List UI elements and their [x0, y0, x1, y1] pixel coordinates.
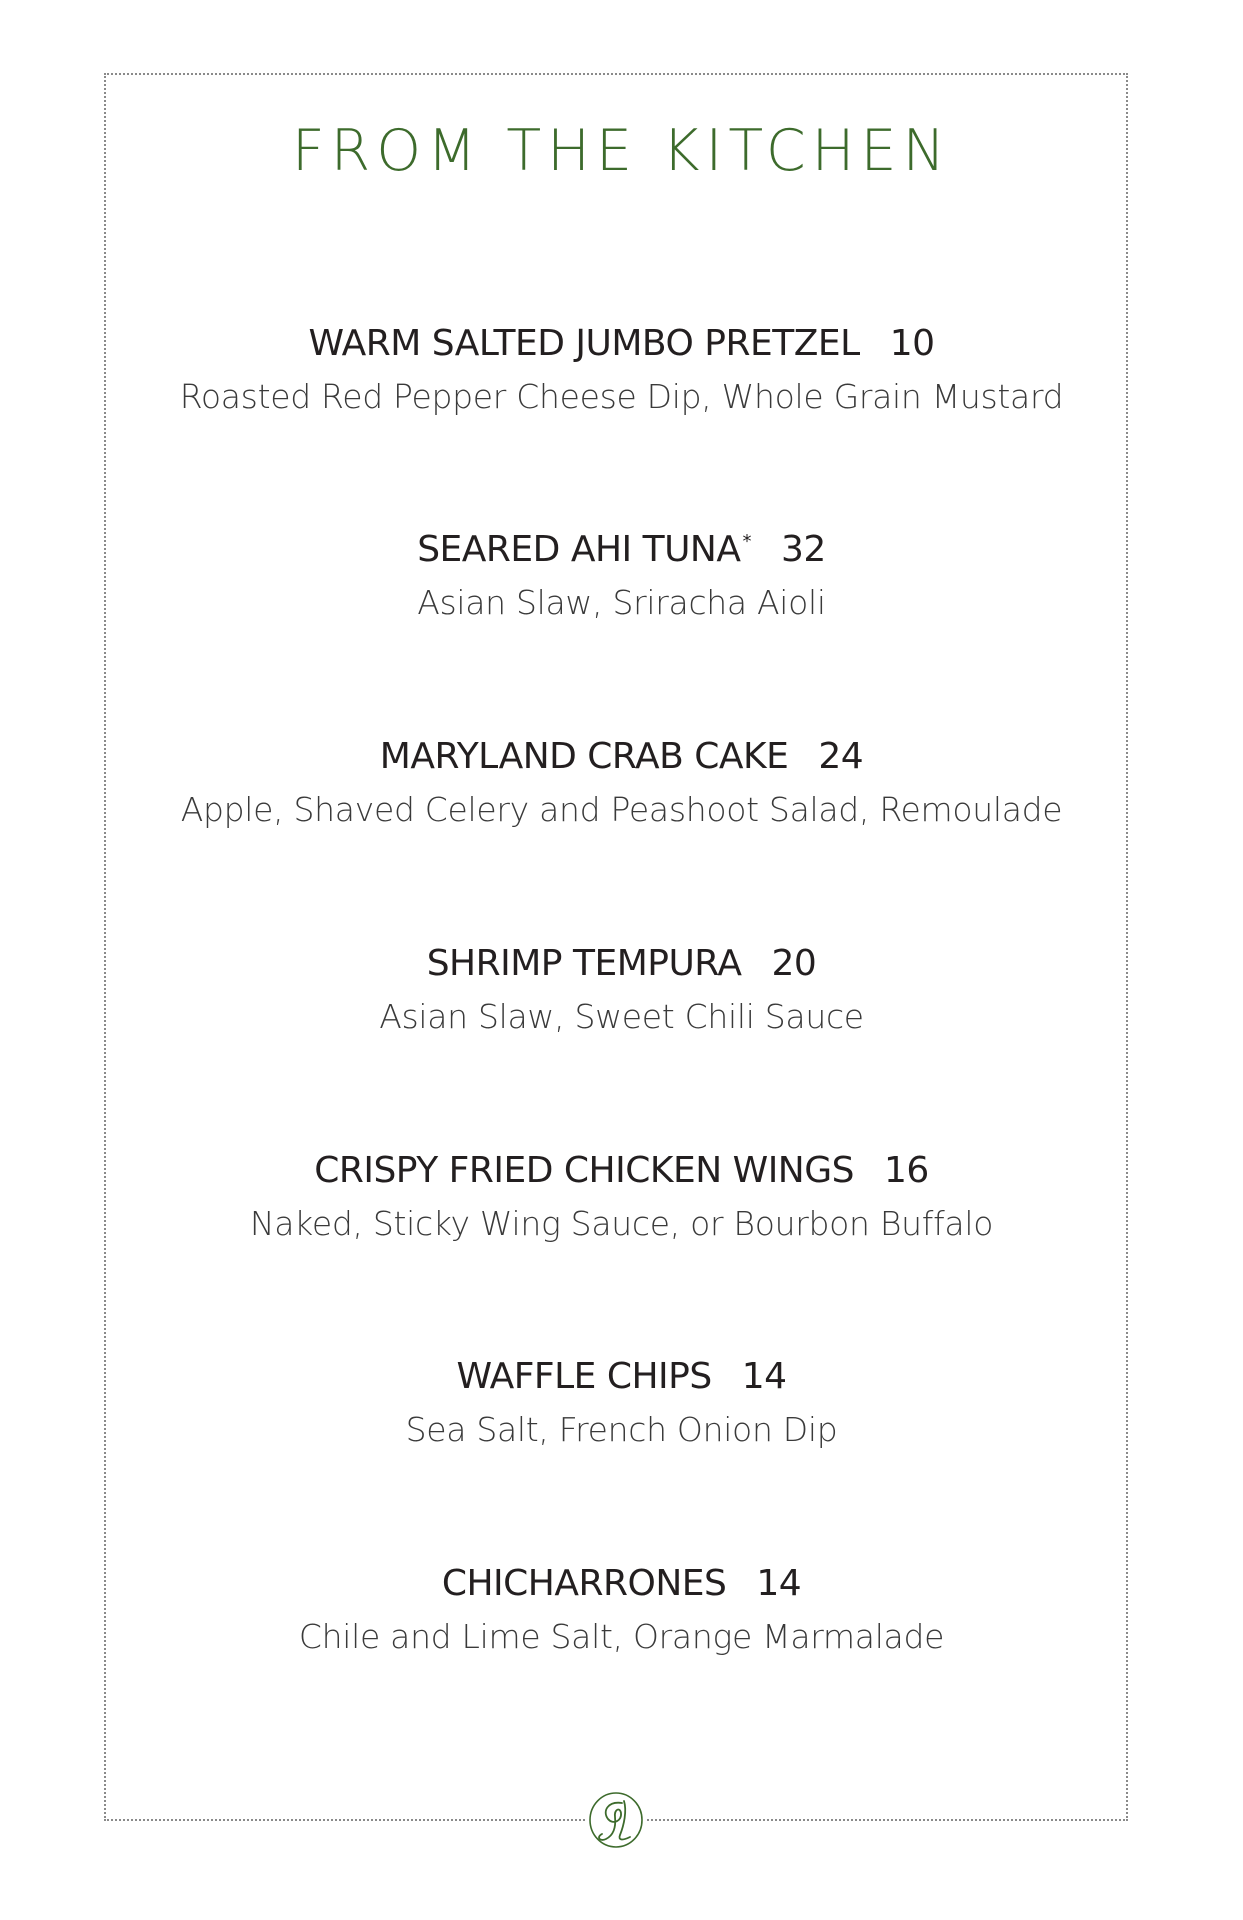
- menu-item-waffle-chips: [0, 1356, 1243, 1449]
- menu-item-name: SHRIMP TEMPURA: [426, 943, 742, 984]
- menu-item-price: 24: [818, 736, 864, 777]
- menu-item-description: Asian Slaw, Sriracha Aioli: [417, 583, 826, 622]
- menu-item-name: WARM SALTED JUMBO PRETZEL: [308, 323, 860, 364]
- menu-item-name: MARYLAND CRAB CAKE: [379, 736, 789, 777]
- menu-title: FROM THE KITCHEN: [291, 118, 952, 184]
- menu-item-chicken-wings: [0, 1150, 1243, 1243]
- menu-item-price: 20: [771, 943, 817, 984]
- menu-item-chicharrones: [0, 1563, 1243, 1656]
- menu-item-ahi-tuna: [0, 529, 1243, 622]
- menu-item-pretzel: [0, 323, 1243, 416]
- menu-item-shrimp-tempura: [0, 943, 1243, 1036]
- menu-item-name: WAFFLE CHIPS: [456, 1356, 712, 1397]
- menu-item-description: Apple, Shaved Celery and Peashoot Salad, Remoulade: [180, 790, 1063, 829]
- menu-item-asterisk: *: [742, 531, 751, 552]
- menu-item-description: Naked, Sticky Wing Sauce, or Bourbon Buffalo: [249, 1204, 994, 1243]
- menu-item-price: 32: [781, 529, 826, 570]
- menu-item-price: 14: [756, 1563, 802, 1604]
- menu-item-description: Roasted Red Pepper Cheese Dip, Whole Grain Mustard: [179, 377, 1064, 416]
- menu-item-name: SEARED AHI TUNA: [417, 529, 741, 570]
- menu-item-description: Asian Slaw, Sweet Chili Sauce: [379, 997, 864, 1036]
- monogram-logo-icon: [586, 1787, 646, 1853]
- menu-item-name: CRISPY FRIED CHICKEN WINGS: [314, 1150, 854, 1191]
- menu-item-description: Chile and Lime Salt, Orange Marmalade: [298, 1617, 945, 1656]
- menu-item-crab-cake: [0, 736, 1243, 829]
- menu-item-description: Sea Salt, French Onion Dip: [405, 1410, 838, 1449]
- menu-item-price: 10: [889, 323, 935, 364]
- menu-item-price: 16: [883, 1150, 929, 1191]
- menu-item-name: CHICHARRONES: [441, 1563, 727, 1604]
- menu-item-price: 14: [741, 1356, 787, 1397]
